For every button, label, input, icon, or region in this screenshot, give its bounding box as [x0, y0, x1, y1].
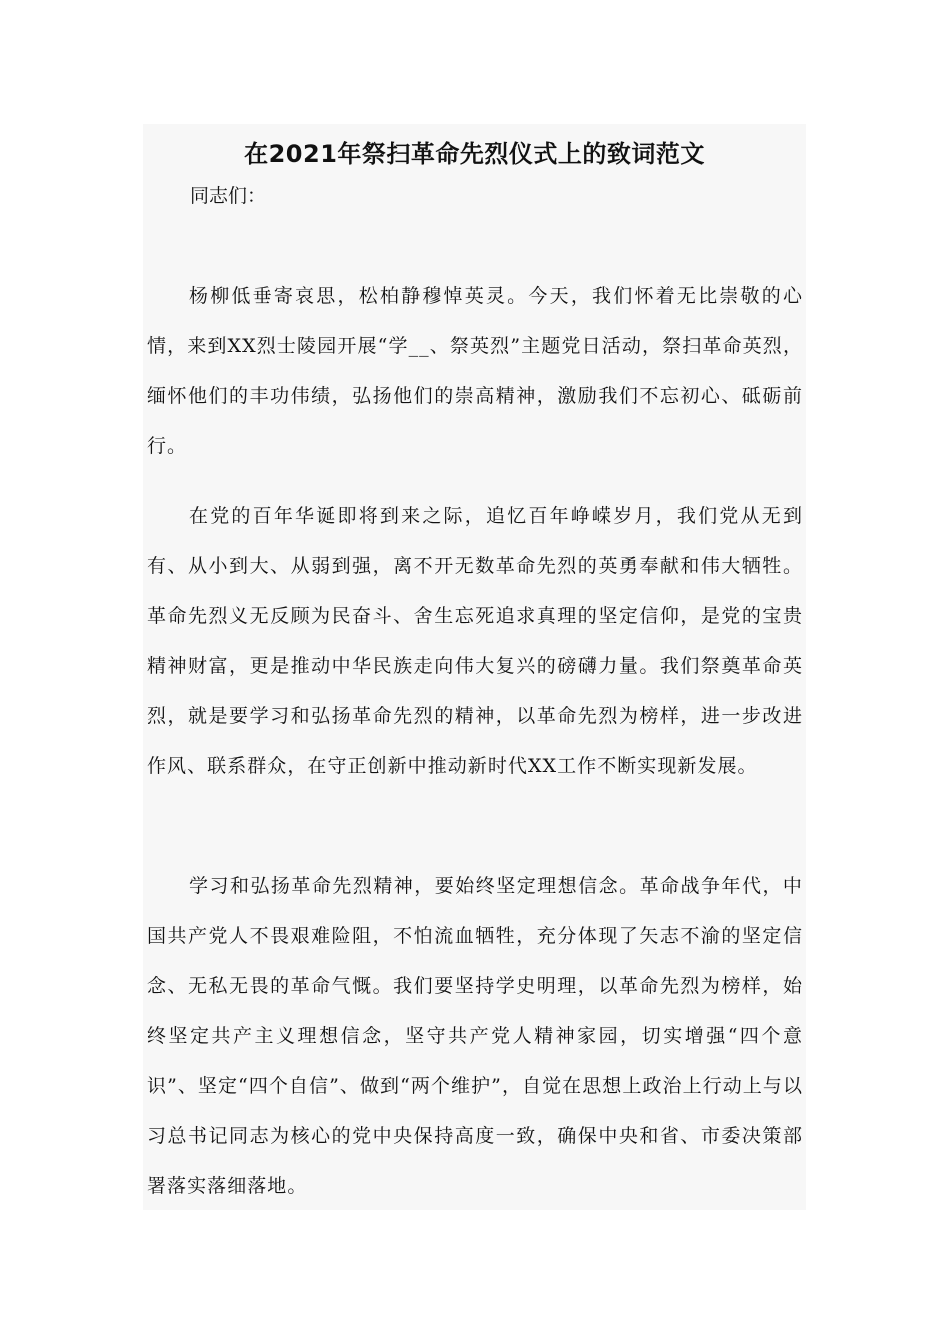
document-page — [143, 124, 806, 1210]
paragraph: 学习和弘扬革命先烈精神，要始终坚定理想信念。革命战争年代，中国共产党人不畏艰难险阻，不怕流血牺牲，充分体现了矢志不渝的坚定信念、无私无畏的革命气慨。我们要坚持学史明理，以革命先烈为榜样，始终坚定共产主义理想信念，坚守共产党人精神家园，切实增强“四个意识”、坚定“四个自信”、做到“两个维护”，自觉在思想上政治上行动上与以习总书记同志为核心的党中央保持高度一致，确保中央和省、市委决策部署落实落细落地。 — [147, 875, 803, 1197]
paragraph: 杨柳低垂寄哀思，松柏静穆悼英灵。今天，我们怀着无比崇敬的心情，来到XX烈士陵园开展“学__、祭英烈”主题党日活动，祭扫革命英烈，缅怀他们的丰功伟绩，弘扬他们的崇高精神，激励我们不忘初心、砥砺前行。 — [147, 285, 803, 457]
salutation: 同志们： — [190, 185, 267, 207]
paragraph: 在党的百年华诞即将到来之际，追忆百年峥嵘岁月，我们党从无到有、从小到大、从弱到强，离不开无数革命先烈的英勇奉献和伟大牺牲。革命先烈义无反顾为民奋斗、舍生忘死追求真理的坚定信仰，是党的宝贵精神财富，更是推动中华民族走向伟大复兴的磅礴力量。我们祭奠革命英烈，就是要学习和弘扬革命先烈的精神，以革命先烈为榜样，进一步改进作风、联系群众，在守正创新中推动新时代XX工作不断实现新发展。 — [147, 505, 803, 777]
document-title: 在2021年祭扫革命先烈仪式上的致词范文 — [244, 140, 705, 168]
